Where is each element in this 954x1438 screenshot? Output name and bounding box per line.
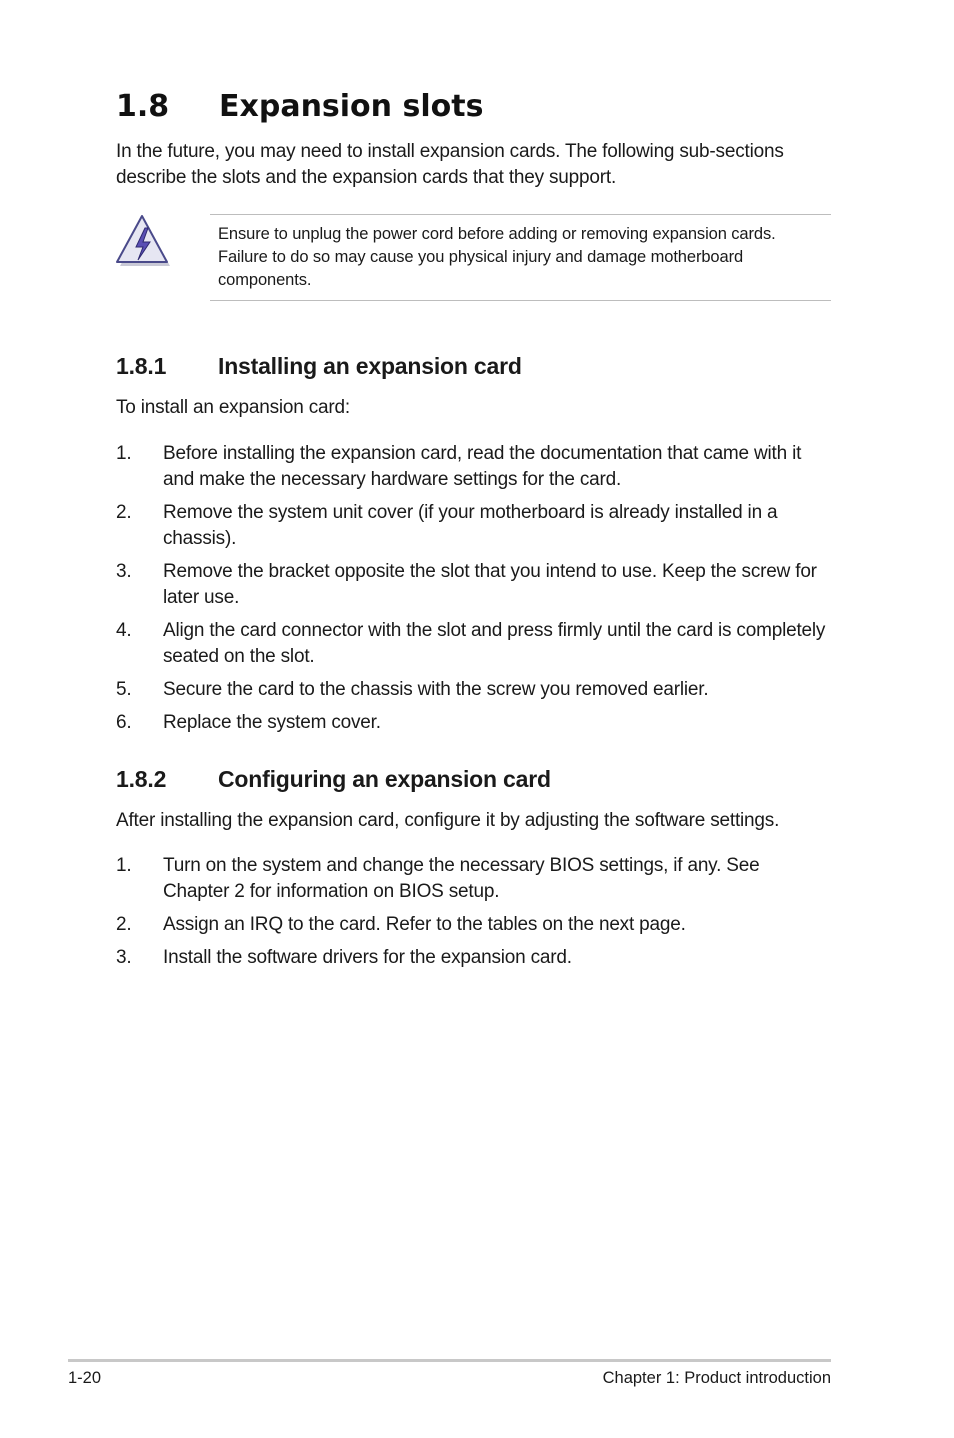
- subsection-1-heading: [116, 351, 522, 381]
- subsection-2-title: Configuring an expansion card: [218, 766, 551, 792]
- list-item: [116, 441, 828, 493]
- step-number: 3.: [116, 947, 132, 968]
- step-text: Remove the system unit cover (if your motherboard is already installed in a chassis).: [163, 502, 778, 549]
- list-item: [116, 853, 828, 905]
- install-steps-list: [116, 441, 828, 743]
- note-top-rule: [210, 214, 831, 215]
- step-number: 1.: [116, 443, 132, 464]
- page-number: 1-20: [68, 1369, 102, 1387]
- subsection-2-number: 1.8.2: [116, 766, 167, 792]
- step-text: Replace the system cover.: [163, 712, 381, 733]
- step-text: Assign an IRQ to the card. Refer to the tables on the next page.: [163, 914, 686, 935]
- list-item: [116, 912, 828, 938]
- subsection-2-heading: [116, 764, 551, 794]
- step-number: 3.: [116, 561, 132, 582]
- step-text: Remove the bracket opposite the slot that you intend to use. Keep the screw for later use.: [163, 561, 817, 608]
- subsection-2-intro: After installing the expansion card, configure it by adjusting the software settings.: [116, 810, 780, 831]
- step-number: 2.: [116, 914, 132, 935]
- chapter-title: Chapter 1: Product introduction: [602, 1369, 831, 1387]
- step-number: 2.: [116, 502, 132, 523]
- note-bottom-rule: [210, 300, 831, 301]
- step-text: Install the software drivers for the expansion card.: [163, 947, 572, 968]
- list-item: [116, 559, 828, 611]
- step-text: Turn on the system and change the necessary BIOS settings, if any. See Chapter 2 for information on BIOS setup.: [163, 855, 760, 902]
- subsection-1-intro: To install an expansion card:: [116, 397, 350, 418]
- step-text: Align the card connector with the slot and press firmly until the card is completely seated on the slot.: [163, 620, 826, 667]
- warning-text: Ensure to unplug the power cord before adding or removing expansion cards. Failure to do so may cause you physical injury and damage motherboard components.: [218, 225, 776, 289]
- list-item: [116, 677, 828, 703]
- section-intro: In the future, you may need to install expansion cards. The following sub-sections describe the slots and the expansion cards that they support.: [116, 141, 784, 188]
- list-item: [116, 945, 828, 971]
- configure-steps-list: [116, 853, 828, 978]
- step-number: 5.: [116, 679, 132, 700]
- footer-rule: [68, 1359, 831, 1362]
- warning-triangle-lightning-icon: [113, 212, 171, 268]
- list-item: [116, 500, 828, 552]
- list-item: [116, 618, 828, 670]
- step-number: 1.: [116, 855, 132, 876]
- step-number: 4.: [116, 620, 132, 641]
- step-number: 6.: [116, 712, 132, 733]
- step-text: Secure the card to the chassis with the screw you removed earlier.: [163, 679, 709, 700]
- section-number: 1.8: [116, 89, 170, 124]
- section-title: Expansion slots: [219, 89, 484, 124]
- list-item: [116, 710, 828, 736]
- step-text: Before installing the expansion card, read the documentation that came with it and make the necessary hardware settings for the card.: [163, 443, 802, 490]
- subsection-1-title: Installing an expansion card: [218, 353, 522, 379]
- subsection-1-number: 1.8.1: [116, 353, 167, 379]
- section-heading: [116, 86, 483, 128]
